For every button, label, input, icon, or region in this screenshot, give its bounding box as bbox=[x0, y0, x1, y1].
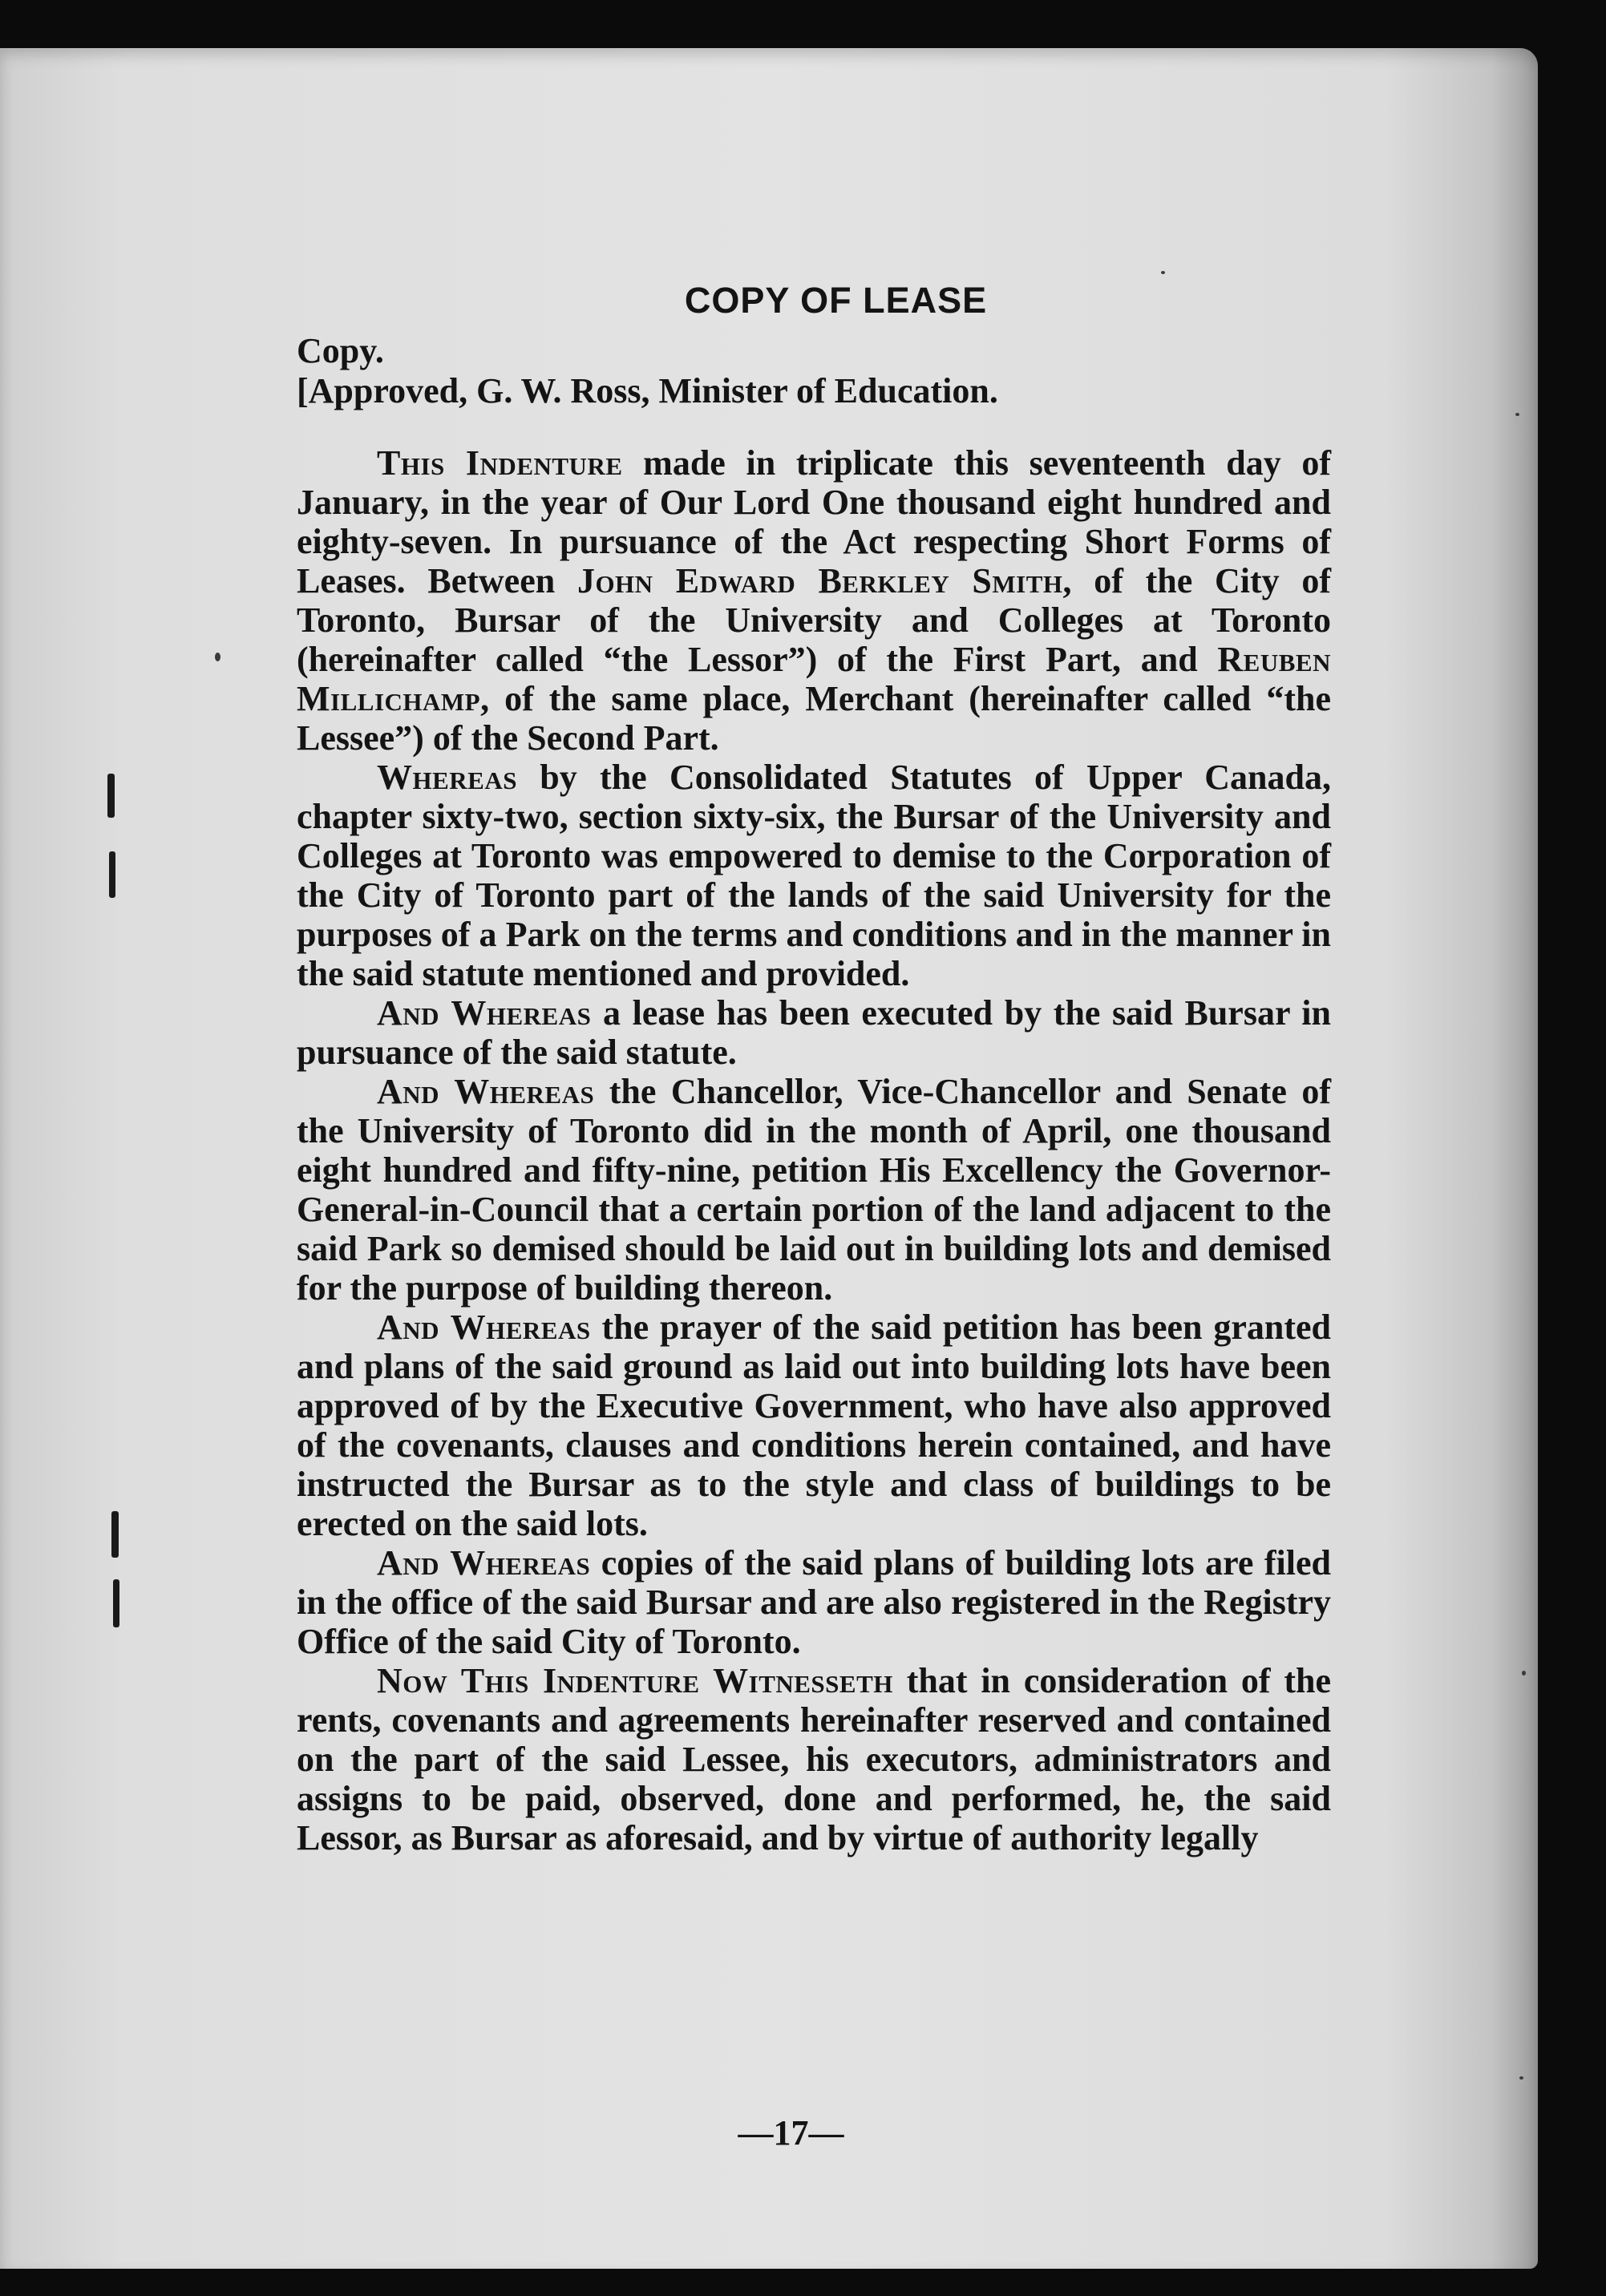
text-run: the Chancellor, Vice-Chancellor and Senate of the University of Toronto did in the month of April, one thousand eight hundred and fifty-nine, petition His Excellency the Governor-General-in-Council that a certain portion of the land adjacent to the said Park so demised should be laid out in building lots and demised for the purpose of building thereon. bbox=[297, 1072, 1331, 1308]
small-caps-run: Reuben Millichamp bbox=[297, 640, 1331, 718]
small-caps-run: Whereas bbox=[377, 758, 517, 797]
body-paragraph bbox=[297, 1072, 1331, 1308]
text-run: by the Consolidated Statutes of Upper Canada, chapter sixty-two, section sixty-six, the Bursar of the University and Colleges at Toronto was empowered to demise to the Corporation of the City of Toronto part of the lands of the said University for the purposes of a Park on the terms and conditions and in the manner in the said statute mentioned and provided. bbox=[297, 758, 1331, 993]
text-run: , of the City of Toronto, Bursar of the University and Colleges at Toronto (hereinafter called “the Lessor”) of the First Part, and bbox=[297, 561, 1331, 679]
scan-mark bbox=[109, 851, 115, 898]
text-column bbox=[297, 281, 1331, 1857]
page-number: —17— bbox=[738, 2113, 844, 2152]
scan-speck bbox=[215, 653, 220, 661]
document-page bbox=[0, 48, 1538, 2269]
scan-mark bbox=[111, 1511, 119, 1558]
small-caps-run: And Whereas bbox=[377, 1308, 591, 1347]
body-paragraph bbox=[297, 1661, 1331, 1857]
text-run: the prayer of the said petition has been granted and plans of the said ground as laid out into building lots have been approved of by the Executive Government, who have also approved of the covenants, clauses and conditions herein contained, and have instructed the Bursar as to the style and class of buildings to be erected on the said lots. bbox=[297, 1308, 1331, 1543]
body-paragraph bbox=[297, 758, 1331, 993]
document-title: COPY OF LEASE bbox=[684, 280, 988, 321]
body-paragraphs bbox=[297, 443, 1331, 1857]
small-caps-run: And Whereas bbox=[377, 1543, 591, 1583]
scan-mark bbox=[113, 1579, 119, 1627]
body-paragraph bbox=[297, 1543, 1331, 1661]
small-caps-run: And Whereas bbox=[377, 993, 592, 1033]
small-caps-run: And Whereas bbox=[377, 1072, 595, 1111]
small-caps-run: This Indenture bbox=[377, 443, 623, 483]
scan-speck bbox=[1522, 1671, 1526, 1676]
scan-speck bbox=[1161, 271, 1165, 274]
body-paragraph bbox=[297, 443, 1331, 758]
copy-line: Copy. bbox=[297, 331, 384, 370]
body-paragraph bbox=[297, 993, 1331, 1072]
body-paragraph bbox=[297, 1308, 1331, 1543]
approval-line: [Approved, G. W. Ross, Minister of Education. bbox=[297, 371, 998, 410]
small-caps-run: John Edward Berkley Smith bbox=[576, 561, 1063, 600]
spacer bbox=[297, 411, 1331, 443]
scan-mark bbox=[107, 774, 115, 818]
scan-speck bbox=[1519, 2076, 1523, 2080]
scan-speck bbox=[1515, 413, 1519, 416]
text-run: made in triplicate this seventeenth day of January, in the year of Our Lord One thousand eight hundred and eighty-seven. In pursuance of the Act respecting Short Forms of Leases. Between bbox=[297, 443, 1332, 600]
text-run: copies of the said plans of building lots are filed in the office of the said Bursar and are also registered in the Registry Office of the said City of Toronto. bbox=[297, 1543, 1331, 1661]
text-run: a lease has been executed by the said Bursar in pursuance of the said statute. bbox=[297, 993, 1331, 1072]
text-run: , of the same place, Merchant (hereinafter called “the Lessee”) of the Second Part. bbox=[297, 679, 1331, 758]
small-caps-run: Now This Indenture Witnesseth bbox=[377, 1661, 893, 1700]
text-run: that in consideration of the rents, covenants and agreements hereinafter reserved and contained on the part of the said Lessee, his executors, administrators and assigns to be paid, observed, done and performed, he, the said Lessor, as Bursar as aforesaid, and by virtue of authority legally bbox=[297, 1661, 1332, 1857]
